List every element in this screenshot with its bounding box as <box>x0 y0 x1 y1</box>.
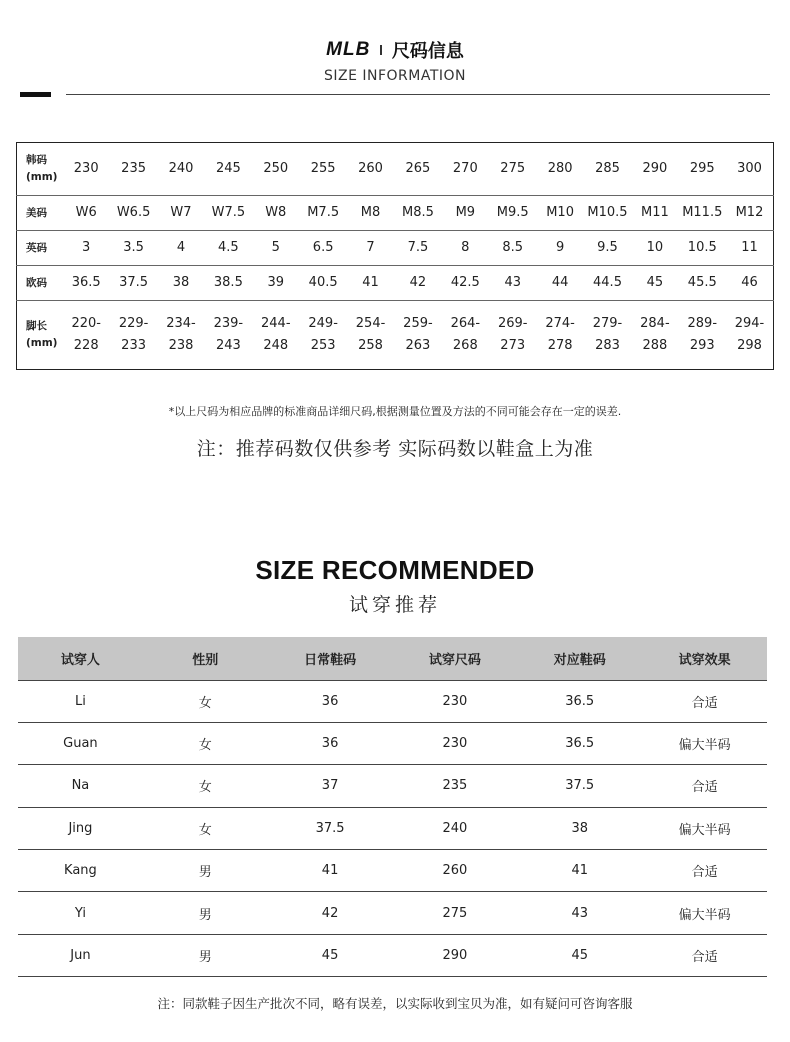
recommend-title: SIZE RECOMMENDED <box>255 555 535 585</box>
size-cell: 7.5 <box>394 231 441 266</box>
size-cell: 38 <box>157 266 204 301</box>
table-cell: 偏大半码 <box>642 892 767 934</box>
size-row <box>17 231 774 266</box>
page-subtitle: SIZE INFORMATION <box>323 68 467 84</box>
table-cell: 合适 <box>642 934 767 976</box>
size-cell: 280 <box>536 143 583 196</box>
size-cell: M8.5 <box>394 196 441 231</box>
size-cell: M9 <box>442 196 489 231</box>
size-cell: 36.5 <box>63 266 110 301</box>
size-cell: 4.5 <box>205 231 252 266</box>
table-cell: 43 <box>517 892 642 934</box>
size-cell: 45 <box>631 266 678 301</box>
size-cell: 255 <box>299 143 346 196</box>
table-cell: 38 <box>517 807 642 849</box>
size-cell: 259- 263 <box>403 316 433 354</box>
table-cell: 36.5 <box>517 680 642 722</box>
size-cell: 3 <box>63 231 110 266</box>
size-cell: 264- 268 <box>450 316 481 354</box>
table-cell: 男 <box>143 850 268 892</box>
table-cell: Li <box>18 680 143 722</box>
fit-recommendation-table <box>18 637 767 977</box>
column-header: 试穿人 <box>18 637 143 680</box>
table-cell: 41 <box>517 850 642 892</box>
table-cell: 偏大半码 <box>642 722 767 764</box>
size-cell: 260 <box>347 143 394 196</box>
size-cell: 290 <box>631 143 678 196</box>
table-row <box>18 934 767 976</box>
size-cell: 5 <box>252 231 299 266</box>
size-cell: 39 <box>252 266 299 301</box>
size-cell: 220- 228 <box>71 316 101 354</box>
table-cell: 240 <box>392 807 517 849</box>
size-row <box>17 143 774 196</box>
footer-note: 注：同款鞋子因生产批次不同，略有误差，以实际收到宝贝为准，如有疑问可咨询客服 <box>157 996 633 1011</box>
size-cell: 235 <box>110 143 157 196</box>
size-row-label: 美码 <box>17 196 63 231</box>
size-cell: M7.5 <box>299 196 346 231</box>
column-header: 试穿效果 <box>642 637 767 680</box>
size-cell: 10 <box>631 231 678 266</box>
size-cell: 239- 243 <box>213 316 244 354</box>
table-cell: 合适 <box>642 850 767 892</box>
size-cell: 37.5 <box>110 266 157 301</box>
header-accent-bar <box>20 92 51 97</box>
size-cell: 42.5 <box>442 266 489 301</box>
size-cell: M11.5 <box>679 196 726 231</box>
size-cell: 270 <box>442 143 489 196</box>
size-cell: 45.5 <box>679 266 726 301</box>
table-cell: 37.5 <box>517 765 642 807</box>
table-cell: 290 <box>392 934 517 976</box>
size-cell: 10.5 <box>679 231 726 266</box>
table-cell: Kang <box>18 850 143 892</box>
size-cell: W6.5 <box>110 196 157 231</box>
table-cell: 合适 <box>642 680 767 722</box>
size-reference-note: 注：推荐码数仅供参考 实际码数以鞋盒上为准 <box>196 438 594 460</box>
size-cell: 294- 298 <box>734 316 765 354</box>
size-cell: 9 <box>536 231 583 266</box>
table-cell: 女 <box>143 765 268 807</box>
table-cell: Jun <box>18 934 143 976</box>
table-cell: 女 <box>143 807 268 849</box>
size-conversion-table <box>16 142 774 370</box>
table-cell: 男 <box>143 892 268 934</box>
size-cell: 41 <box>347 266 394 301</box>
page-header <box>0 36 790 84</box>
size-cell: M10.5 <box>584 196 631 231</box>
size-cell: W6 <box>63 196 110 231</box>
table-cell: 36.5 <box>517 722 642 764</box>
table-cell: 合适 <box>642 765 767 807</box>
size-cell: 46 <box>726 266 774 301</box>
table-cell: 36 <box>268 722 393 764</box>
size-row <box>17 301 774 370</box>
table-cell: 女 <box>143 680 268 722</box>
size-cell: 230 <box>63 143 110 196</box>
table-row <box>18 892 767 934</box>
size-cell: 43 <box>489 266 536 301</box>
size-cell: 44 <box>536 266 583 301</box>
size-cell: 7 <box>347 231 394 266</box>
size-cell: 229- 233 <box>118 316 149 354</box>
table-cell: 235 <box>392 765 517 807</box>
size-cell: W7 <box>157 196 204 231</box>
size-cell: 6.5 <box>299 231 346 266</box>
table-cell: 45 <box>268 934 393 976</box>
size-cell: 244- 248 <box>261 316 291 354</box>
size-cell: 295 <box>679 143 726 196</box>
table-cell: 36 <box>268 680 393 722</box>
size-cell: M9.5 <box>489 196 536 231</box>
size-cell: 300 <box>726 143 774 196</box>
size-row-label: 韩码 (mm) <box>17 143 63 196</box>
size-cell: M8 <box>347 196 394 231</box>
size-cell: 250 <box>252 143 299 196</box>
size-cell: M12 <box>726 196 774 231</box>
size-cell: 3.5 <box>110 231 157 266</box>
size-cell: M11 <box>631 196 678 231</box>
size-cell: 42 <box>394 266 441 301</box>
table-row <box>18 722 767 764</box>
size-row <box>17 266 774 301</box>
size-cell: 285 <box>584 143 631 196</box>
size-cell: 9.5 <box>584 231 631 266</box>
size-cell: 275 <box>489 143 536 196</box>
size-row-label: 脚长 (mm) <box>26 320 58 350</box>
column-header: 试穿尺码 <box>392 637 517 680</box>
size-cell: 8.5 <box>489 231 536 266</box>
size-cell: 234- 238 <box>166 316 196 354</box>
table-cell: 45 <box>517 934 642 976</box>
brand-logo: MLB <box>326 39 371 60</box>
header-divider <box>66 94 770 95</box>
brand-row <box>0 36 790 64</box>
size-cell: 269- 273 <box>497 316 528 354</box>
table-cell: 230 <box>392 680 517 722</box>
table-cell: 37.5 <box>268 807 393 849</box>
size-cell: 11 <box>726 231 774 266</box>
table-cell: Yi <box>18 892 143 934</box>
column-header: 性别 <box>143 637 268 680</box>
table-cell: 275 <box>392 892 517 934</box>
table-cell: 偏大半码 <box>642 807 767 849</box>
size-cell: 240 <box>157 143 204 196</box>
size-cell: W7.5 <box>205 196 252 231</box>
table-cell: Na <box>18 765 143 807</box>
table-cell: 42 <box>268 892 393 934</box>
size-cell: 249- 253 <box>308 316 338 354</box>
size-cell: 245 <box>205 143 252 196</box>
size-row-label: 欧码 <box>17 266 63 301</box>
size-cell: 38.5 <box>205 266 252 301</box>
table-row <box>18 807 767 849</box>
table-cell: 男 <box>143 934 268 976</box>
brand-separator <box>380 45 382 55</box>
size-cell: 265 <box>394 143 441 196</box>
page-title: 尺码信息 <box>391 41 464 62</box>
size-cell: 254- 258 <box>355 316 386 354</box>
table-header-row <box>18 637 767 680</box>
size-cell: 289- 293 <box>687 316 718 354</box>
size-cell: 40.5 <box>299 266 346 301</box>
table-row <box>18 850 767 892</box>
table-row <box>18 765 767 807</box>
size-cell: 4 <box>157 231 204 266</box>
table-cell: 41 <box>268 850 393 892</box>
table-cell: 230 <box>392 722 517 764</box>
recommend-subtitle: 试穿推荐 <box>348 594 441 616</box>
size-cell: 8 <box>442 231 489 266</box>
size-disclaimer: *以上尺码为相应品牌的标准商品详细尺码,根据测量位置及方法的不同可能会存在一定的误差. <box>168 405 622 418</box>
size-cell: 279- 283 <box>592 316 623 354</box>
table-cell: 260 <box>392 850 517 892</box>
column-header: 日常鞋码 <box>268 637 393 680</box>
size-cell: W8 <box>252 196 299 231</box>
table-cell: 37 <box>268 765 393 807</box>
table-cell: Jing <box>18 807 143 849</box>
size-cell: 284- 288 <box>640 316 670 354</box>
size-row-label: 英码 <box>17 231 63 266</box>
table-cell: Guan <box>18 722 143 764</box>
table-row <box>18 680 767 722</box>
size-cell: 44.5 <box>584 266 631 301</box>
size-cell: M10 <box>536 196 583 231</box>
column-header: 对应鞋码 <box>517 637 642 680</box>
size-row <box>17 196 774 231</box>
table-cell: 女 <box>143 722 268 764</box>
size-cell: 274- 278 <box>545 316 575 354</box>
